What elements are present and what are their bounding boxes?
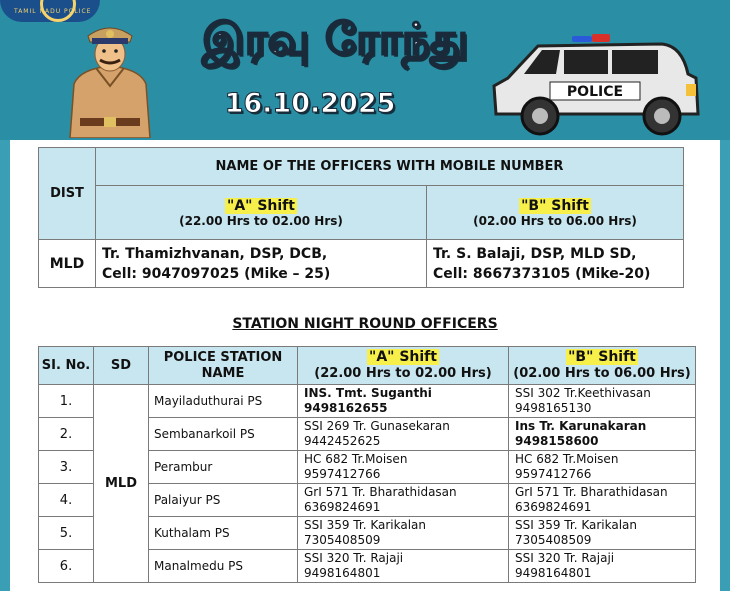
col-shift-a-time: (22.00 Hrs to 02.00 Hrs) <box>314 366 492 381</box>
row-station: Perambur <box>149 451 298 484</box>
col-shift-a-label: "A" Shift <box>369 349 437 365</box>
row-station: Kuthalam PS <box>149 517 298 550</box>
row-shift-b <box>509 451 696 484</box>
station-table <box>38 346 696 583</box>
row-shift-a <box>298 418 509 451</box>
shift-b-officer-name: Tr. S. Balaji, DSP, MLD SD, <box>433 245 637 262</box>
shift-b-officer-cell: Cell: 8667373105 (Mike-20) <box>433 265 651 282</box>
shift-b-name: Ins Tr. Karunakaran <box>515 419 647 433</box>
shift-a-name: HC 682 Tr.Moisen <box>304 452 408 466</box>
row-shift-b <box>509 484 696 517</box>
row-shift-a <box>298 484 509 517</box>
shift-b-phone: 6369824691 <box>515 500 592 514</box>
row-sl: 5. <box>39 517 94 550</box>
shift-b-phone: 9597412766 <box>515 467 592 481</box>
dist-value: MLD <box>39 240 96 288</box>
shift-b-phone: 9498158600 <box>515 434 599 448</box>
shift-b-phone: 7305408509 <box>515 533 592 547</box>
shift-a-phone: 9498164801 <box>304 566 381 580</box>
shift-a-phone: 6369824691 <box>304 500 381 514</box>
col-ps-header: POLICE STATION NAME <box>149 347 298 385</box>
shift-b-name: HC 682 Tr.Moisen <box>515 452 619 466</box>
row-sl: 3. <box>39 451 94 484</box>
row-station: Sembanarkoil PS <box>149 418 298 451</box>
row-shift-b <box>509 385 696 418</box>
shift-b-phone: 9498164801 <box>515 566 592 580</box>
row-station: Manalmedu PS <box>149 550 298 583</box>
shift-a-name: GrI 571 Tr. Bharathidasan <box>304 485 457 499</box>
shift-a-phone: 9442452625 <box>304 434 381 448</box>
police-car-icon <box>490 34 702 138</box>
row-sl: 2. <box>39 418 94 451</box>
shift-a-name: SSI 359 Tr. Karikalan <box>304 518 426 532</box>
row-shift-a <box>298 385 509 418</box>
patrol-date: 16.10.2025 <box>224 88 396 119</box>
shift-a-phone: 9498162655 <box>304 401 388 415</box>
police-officer-icon <box>60 14 160 138</box>
shift-b-name: SSI 302 Tr.Keethivasan <box>515 386 651 400</box>
shift-b-time: (02.00 Hrs to 06.00 Hrs) <box>473 213 637 228</box>
shift-a-name: INS. Tmt. Suganthi <box>304 386 432 400</box>
row-sl: 4. <box>39 484 94 517</box>
table-row <box>39 385 696 418</box>
shift-b-header <box>427 186 684 240</box>
row-sl: 1. <box>39 385 94 418</box>
officers-main-header: NAME OF THE OFFICERS WITH MOBILE NUMBER <box>96 148 684 186</box>
col-shift-a-header <box>298 347 509 385</box>
shift-a-name: SSI 269 Tr. Gunasekaran <box>304 419 450 433</box>
section-title: STATION NIGHT ROUND OFFICERS <box>232 316 498 332</box>
col-shift-b-header <box>509 347 696 385</box>
shift-a-officer <box>96 240 427 288</box>
row-shift-a <box>298 451 509 484</box>
row-station: Mayiladuthurai PS <box>149 385 298 418</box>
sd-value: MLD <box>94 385 149 583</box>
header-banner <box>0 0 730 140</box>
officers-table <box>38 147 684 288</box>
col-shift-b-time: (02.00 Hrs to 06.00 Hrs) <box>513 366 691 381</box>
shift-a-time: (22.00 Hrs to 02.00 Hrs) <box>179 213 343 228</box>
shift-a-name: SSI 320 Tr. Rajaji <box>304 551 404 565</box>
row-shift-b <box>509 550 696 583</box>
shift-a-phone: 9597412766 <box>304 467 381 481</box>
shift-a-officer-name: Tr. Thamizhvanan, DSP, DCB, <box>102 245 328 262</box>
shift-b-officer <box>427 240 684 288</box>
shift-a-officer-cell: Cell: 9047097025 (Mike – 25) <box>102 265 331 282</box>
dist-header: DIST <box>39 148 96 240</box>
col-sl-header: SI. No. <box>39 347 94 385</box>
shift-a-label: "A" Shift <box>227 197 295 214</box>
row-shift-b <box>509 418 696 451</box>
shift-b-name: SSI 359 Tr. Karikalan <box>515 518 637 532</box>
shift-a-header <box>96 186 427 240</box>
col-sd-header: SD <box>94 347 149 385</box>
row-shift-b <box>509 517 696 550</box>
row-shift-a <box>298 550 509 583</box>
col-shift-b-label: "B" Shift <box>568 349 636 365</box>
car-police-label: POLICE <box>566 84 624 100</box>
shift-a-phone: 7305408509 <box>304 533 381 547</box>
row-station: Palaiyur PS <box>149 484 298 517</box>
shift-b-name: GrI 571 Tr. Bharathidasan <box>515 485 668 499</box>
page-title: இரவு ரோந்து <box>201 14 469 65</box>
shift-b-phone: 9498165130 <box>515 401 592 415</box>
shift-b-label: "B" Shift <box>521 197 589 214</box>
logo-text: TAMIL NADU POLICE <box>14 8 92 15</box>
row-shift-a <box>298 517 509 550</box>
shift-b-name: SSI 320 Tr. Rajaji <box>515 551 615 565</box>
row-sl: 6. <box>39 550 94 583</box>
